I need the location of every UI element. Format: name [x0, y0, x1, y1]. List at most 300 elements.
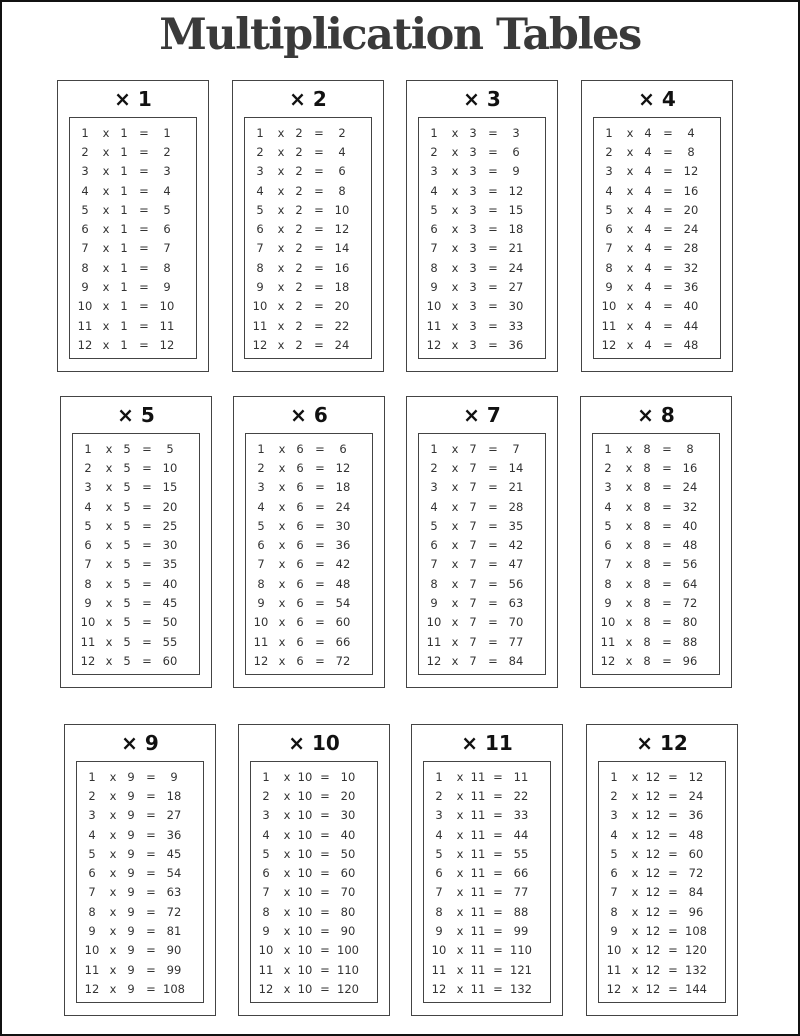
factor: 3: [256, 164, 264, 179]
multiplier: 3: [469, 164, 477, 179]
equals-sign: =: [493, 885, 503, 900]
equals-sign: =: [488, 499, 498, 514]
factor: 12: [258, 981, 274, 996]
factor: 5: [257, 518, 265, 533]
fact-row: [245, 181, 371, 200]
equals-sign: =: [314, 144, 324, 159]
factor: 5: [262, 846, 270, 861]
times-sign: x: [109, 788, 117, 803]
multiplier: 2: [295, 337, 303, 352]
equals-sign: =: [663, 202, 673, 217]
table-heading: × 1: [114, 87, 152, 111]
equals-sign: =: [314, 202, 324, 217]
product: 40: [162, 576, 178, 591]
times-sign: x: [105, 653, 113, 668]
factor: 12: [252, 337, 268, 352]
table-heading: × 5: [117, 403, 155, 427]
times-sign: x: [283, 846, 291, 861]
fact-row: [594, 181, 720, 200]
multiplier: 11: [470, 846, 486, 861]
factor: 7: [262, 885, 270, 900]
table-card: [233, 396, 385, 688]
factor: 5: [88, 846, 96, 861]
product: 80: [682, 615, 698, 630]
times-sign: x: [626, 183, 634, 198]
table-heading: × 11: [461, 731, 513, 755]
fact-row: [419, 555, 545, 574]
factor: 1: [81, 125, 89, 140]
equals-sign: =: [315, 596, 325, 611]
equals-sign: =: [488, 144, 498, 159]
multiplier: 6: [296, 634, 304, 649]
product: 25: [162, 518, 178, 533]
factor: 12: [426, 653, 442, 668]
equals-sign: =: [668, 827, 678, 842]
product: 27: [166, 808, 182, 823]
facts-list: [73, 439, 199, 671]
multiplier: 7: [469, 596, 477, 611]
fact-row: [73, 516, 199, 535]
equals-sign: =: [146, 904, 156, 919]
factor: 12: [77, 337, 93, 352]
equals-sign: =: [488, 125, 498, 140]
multiplier: 3: [469, 299, 477, 314]
multiplier: 1: [120, 144, 128, 159]
times-sign: x: [277, 125, 285, 140]
fact-row: [599, 825, 725, 844]
fact-row: [424, 941, 550, 960]
times-sign: x: [625, 460, 633, 475]
times-sign: x: [451, 164, 459, 179]
times-sign: x: [277, 241, 285, 256]
multiplier: 8: [643, 480, 651, 495]
product: 12: [334, 222, 350, 237]
multiplier: 1: [120, 318, 128, 333]
multiplier: 4: [644, 337, 652, 352]
times-sign: x: [451, 538, 459, 553]
multiplier: 1: [120, 241, 128, 256]
facts-list: [70, 123, 196, 355]
table-card: [406, 396, 558, 688]
multiplier: 10: [297, 924, 313, 939]
facts-box: [69, 117, 197, 359]
equals-sign: =: [320, 788, 330, 803]
times-sign: x: [105, 518, 113, 533]
times-sign: x: [102, 299, 110, 314]
equals-sign: =: [146, 769, 156, 784]
fact-row: [77, 883, 203, 902]
equals-sign: =: [493, 924, 503, 939]
multiplier: 3: [469, 318, 477, 333]
times-sign: x: [626, 299, 634, 314]
times-sign: x: [451, 480, 459, 495]
product: 30: [162, 538, 178, 553]
times-sign: x: [283, 981, 291, 996]
times-sign: x: [625, 557, 633, 572]
equals-sign: =: [493, 866, 503, 881]
equals-sign: =: [320, 943, 330, 958]
fact-row: [419, 258, 545, 277]
factor: 9: [605, 280, 613, 295]
times-sign: x: [277, 299, 285, 314]
times-sign: x: [102, 337, 110, 352]
product: 14: [334, 241, 350, 256]
equals-sign: =: [662, 538, 672, 553]
times-sign: x: [451, 634, 459, 649]
fact-row: [70, 335, 196, 354]
factor: 5: [604, 518, 612, 533]
multiplier: 6: [296, 441, 304, 456]
multiplier: 10: [297, 846, 313, 861]
product: 36: [335, 538, 351, 553]
times-sign: x: [283, 943, 291, 958]
factor: 11: [606, 962, 622, 977]
equals-sign: =: [662, 615, 672, 630]
table-card: [60, 396, 212, 688]
product: 120: [685, 943, 707, 958]
product: 12: [688, 769, 704, 784]
factor: 8: [88, 904, 96, 919]
product: 22: [513, 788, 529, 803]
equals-sign: =: [488, 441, 498, 456]
table-heading: × 4: [638, 87, 676, 111]
equals-sign: =: [493, 943, 503, 958]
product: 50: [340, 846, 356, 861]
multiplier: 9: [127, 769, 135, 784]
multiplier: 11: [470, 904, 486, 919]
factor: 12: [431, 981, 447, 996]
factor: 6: [605, 222, 613, 237]
multiplier: 10: [297, 808, 313, 823]
factor: 7: [88, 885, 96, 900]
times-sign: x: [626, 280, 634, 295]
equals-sign: =: [146, 924, 156, 939]
times-sign: x: [105, 615, 113, 630]
factor: 2: [604, 460, 612, 475]
times-sign: x: [626, 164, 634, 179]
equals-sign: =: [315, 576, 325, 591]
product: 48: [335, 576, 351, 591]
multiplier: 12: [645, 808, 661, 823]
multiplier: 8: [643, 653, 651, 668]
multiplier: 12: [645, 981, 661, 996]
factor: 9: [81, 280, 89, 295]
multiplier: 8: [643, 576, 651, 591]
equals-sign: =: [314, 241, 324, 256]
factor: 9: [435, 924, 443, 939]
fact-row: [593, 535, 719, 554]
factor: 2: [435, 788, 443, 803]
factor: 7: [435, 885, 443, 900]
factor: 3: [610, 808, 618, 823]
times-sign: x: [278, 499, 286, 514]
factor: 1: [430, 125, 438, 140]
multiplier: 4: [644, 260, 652, 275]
equals-sign: =: [662, 499, 672, 514]
multiplier: 6: [296, 615, 304, 630]
times-sign: x: [102, 202, 110, 217]
factor: 11: [600, 634, 616, 649]
equals-sign: =: [493, 962, 503, 977]
fact-row: [599, 902, 725, 921]
facts-list: [424, 767, 550, 999]
times-sign: x: [631, 846, 639, 861]
equals-sign: =: [663, 318, 673, 333]
times-sign: x: [277, 202, 285, 217]
multiplier: 7: [469, 518, 477, 533]
factor: 12: [84, 981, 100, 996]
multiplier: 9: [127, 943, 135, 958]
multiplier: 8: [643, 441, 651, 456]
factor: 10: [84, 943, 100, 958]
product: 84: [508, 653, 524, 668]
equals-sign: =: [668, 943, 678, 958]
product: 5: [163, 202, 171, 217]
table-heading: × 10: [288, 731, 340, 755]
times-sign: x: [626, 260, 634, 275]
factor: 8: [604, 576, 612, 591]
fact-row: [251, 979, 377, 998]
fact-row: [245, 277, 371, 296]
multiplier: 3: [469, 337, 477, 352]
times-sign: x: [277, 280, 285, 295]
multiplier: 1: [120, 299, 128, 314]
equals-sign: =: [146, 788, 156, 803]
product: 10: [162, 460, 178, 475]
product: 27: [508, 280, 524, 295]
equals-sign: =: [139, 125, 149, 140]
multiplier: 8: [643, 499, 651, 514]
equals-sign: =: [146, 846, 156, 861]
fact-row: [77, 844, 203, 863]
equals-sign: =: [320, 981, 330, 996]
product: 20: [162, 499, 178, 514]
multiplier: 11: [470, 808, 486, 823]
factor: 9: [610, 924, 618, 939]
factor: 4: [81, 183, 89, 198]
times-sign: x: [105, 634, 113, 649]
product: 16: [334, 260, 350, 275]
multiplier: 12: [645, 904, 661, 919]
times-sign: x: [278, 596, 286, 611]
product: 6: [338, 164, 346, 179]
multiplier: 8: [643, 460, 651, 475]
product: 33: [513, 808, 529, 823]
product: 32: [683, 260, 699, 275]
times-sign: x: [456, 808, 464, 823]
fact-row: [246, 632, 372, 651]
times-sign: x: [283, 924, 291, 939]
times-sign: x: [278, 538, 286, 553]
times-sign: x: [109, 808, 117, 823]
equals-sign: =: [146, 866, 156, 881]
product: 56: [682, 557, 698, 572]
product: 21: [508, 241, 524, 256]
factor: 4: [435, 827, 443, 842]
multiplier: 9: [127, 846, 135, 861]
multiplier: 7: [469, 634, 477, 649]
product: 55: [162, 634, 178, 649]
times-sign: x: [625, 634, 633, 649]
multiplier: 2: [295, 125, 303, 140]
multiplier: 10: [297, 827, 313, 842]
fact-row: [599, 844, 725, 863]
factor: 8: [610, 904, 618, 919]
times-sign: x: [109, 827, 117, 842]
fact-row: [70, 277, 196, 296]
fact-row: [594, 142, 720, 161]
facts-list: [77, 767, 203, 999]
factor: 6: [81, 222, 89, 237]
fact-row: [594, 162, 720, 181]
fact-row: [594, 239, 720, 258]
product: 72: [688, 866, 704, 881]
facts-list: [245, 123, 371, 355]
product: 9: [163, 280, 171, 295]
multiplier: 2: [295, 241, 303, 256]
equals-sign: =: [314, 183, 324, 198]
multiplier: 6: [296, 557, 304, 572]
fact-row: [246, 593, 372, 612]
fact-row: [599, 786, 725, 805]
product: 70: [508, 615, 524, 630]
fact-row: [594, 258, 720, 277]
fact-row: [419, 458, 545, 477]
table-card: [232, 80, 384, 372]
factor: 9: [257, 596, 265, 611]
equals-sign: =: [139, 222, 149, 237]
multiplier: 6: [296, 518, 304, 533]
fact-row: [251, 844, 377, 863]
product: 24: [682, 480, 698, 495]
facts-box: [250, 761, 378, 1003]
fact-row: [251, 883, 377, 902]
factor: 6: [257, 538, 265, 553]
factor: 8: [81, 260, 89, 275]
product: 3: [163, 164, 171, 179]
product: 110: [510, 943, 532, 958]
product: 42: [508, 538, 524, 553]
times-sign: x: [451, 183, 459, 198]
fact-row: [245, 335, 371, 354]
fact-row: [70, 316, 196, 335]
product: 60: [162, 653, 178, 668]
multiplier: 12: [645, 885, 661, 900]
times-sign: x: [625, 441, 633, 456]
multiplier: 6: [296, 480, 304, 495]
factor: 8: [256, 260, 264, 275]
fact-row: [245, 123, 371, 142]
multiplier: 5: [123, 596, 131, 611]
multiplier: 7: [469, 576, 477, 591]
equals-sign: =: [315, 557, 325, 572]
multiplier: 11: [470, 788, 486, 803]
multiplier: 12: [645, 943, 661, 958]
factor: 1: [610, 769, 618, 784]
fact-row: [245, 258, 371, 277]
product: 36: [683, 280, 699, 295]
product: 18: [166, 788, 182, 803]
table-card: [64, 724, 216, 1016]
times-sign: x: [626, 222, 634, 237]
multiplier: 9: [127, 788, 135, 803]
times-sign: x: [283, 769, 291, 784]
equals-sign: =: [663, 337, 673, 352]
factor: 11: [426, 318, 442, 333]
product: 12: [159, 337, 175, 352]
equals-sign: =: [142, 460, 152, 475]
factor: 6: [430, 222, 438, 237]
times-sign: x: [625, 480, 633, 495]
fact-row: [599, 960, 725, 979]
equals-sign: =: [488, 634, 498, 649]
fact-row: [77, 767, 203, 786]
multiplier: 2: [295, 222, 303, 237]
multiplier: 4: [644, 280, 652, 295]
times-sign: x: [277, 144, 285, 159]
multiplier: 2: [295, 164, 303, 179]
times-sign: x: [102, 183, 110, 198]
multiplier: 9: [127, 827, 135, 842]
fact-row: [73, 555, 199, 574]
equals-sign: =: [146, 827, 156, 842]
product: 20: [683, 202, 699, 217]
factor: 8: [257, 576, 265, 591]
multiplier: 5: [123, 518, 131, 533]
product: 45: [162, 596, 178, 611]
fact-row: [599, 921, 725, 940]
product: 64: [682, 576, 698, 591]
multiplier: 2: [295, 260, 303, 275]
times-sign: x: [102, 241, 110, 256]
table-heading: × 2: [289, 87, 327, 111]
fact-row: [251, 786, 377, 805]
factor: 10: [426, 299, 442, 314]
product: 10: [334, 202, 350, 217]
product: 6: [339, 441, 347, 456]
product: 54: [335, 596, 351, 611]
product: 36: [688, 808, 704, 823]
equals-sign: =: [139, 280, 149, 295]
multiplier: 9: [127, 924, 135, 939]
factor: 10: [258, 943, 274, 958]
multiplier: 12: [645, 846, 661, 861]
fact-row: [594, 123, 720, 142]
product: 77: [508, 634, 524, 649]
fact-row: [73, 613, 199, 632]
facts-box: [592, 433, 720, 675]
facts-list: [246, 439, 372, 671]
factor: 5: [610, 846, 618, 861]
times-sign: x: [283, 866, 291, 881]
fact-row: [70, 142, 196, 161]
fact-row: [424, 786, 550, 805]
equals-sign: =: [662, 596, 672, 611]
times-sign: x: [277, 164, 285, 179]
product: 16: [683, 183, 699, 198]
times-sign: x: [109, 885, 117, 900]
times-sign: x: [625, 596, 633, 611]
product: 84: [688, 885, 704, 900]
product: 40: [340, 827, 356, 842]
times-sign: x: [631, 866, 639, 881]
factor: 2: [430, 144, 438, 159]
fact-row: [599, 883, 725, 902]
factor: 4: [605, 183, 613, 198]
equals-sign: =: [314, 299, 324, 314]
multiplier: 7: [469, 460, 477, 475]
factor: 10: [80, 615, 96, 630]
